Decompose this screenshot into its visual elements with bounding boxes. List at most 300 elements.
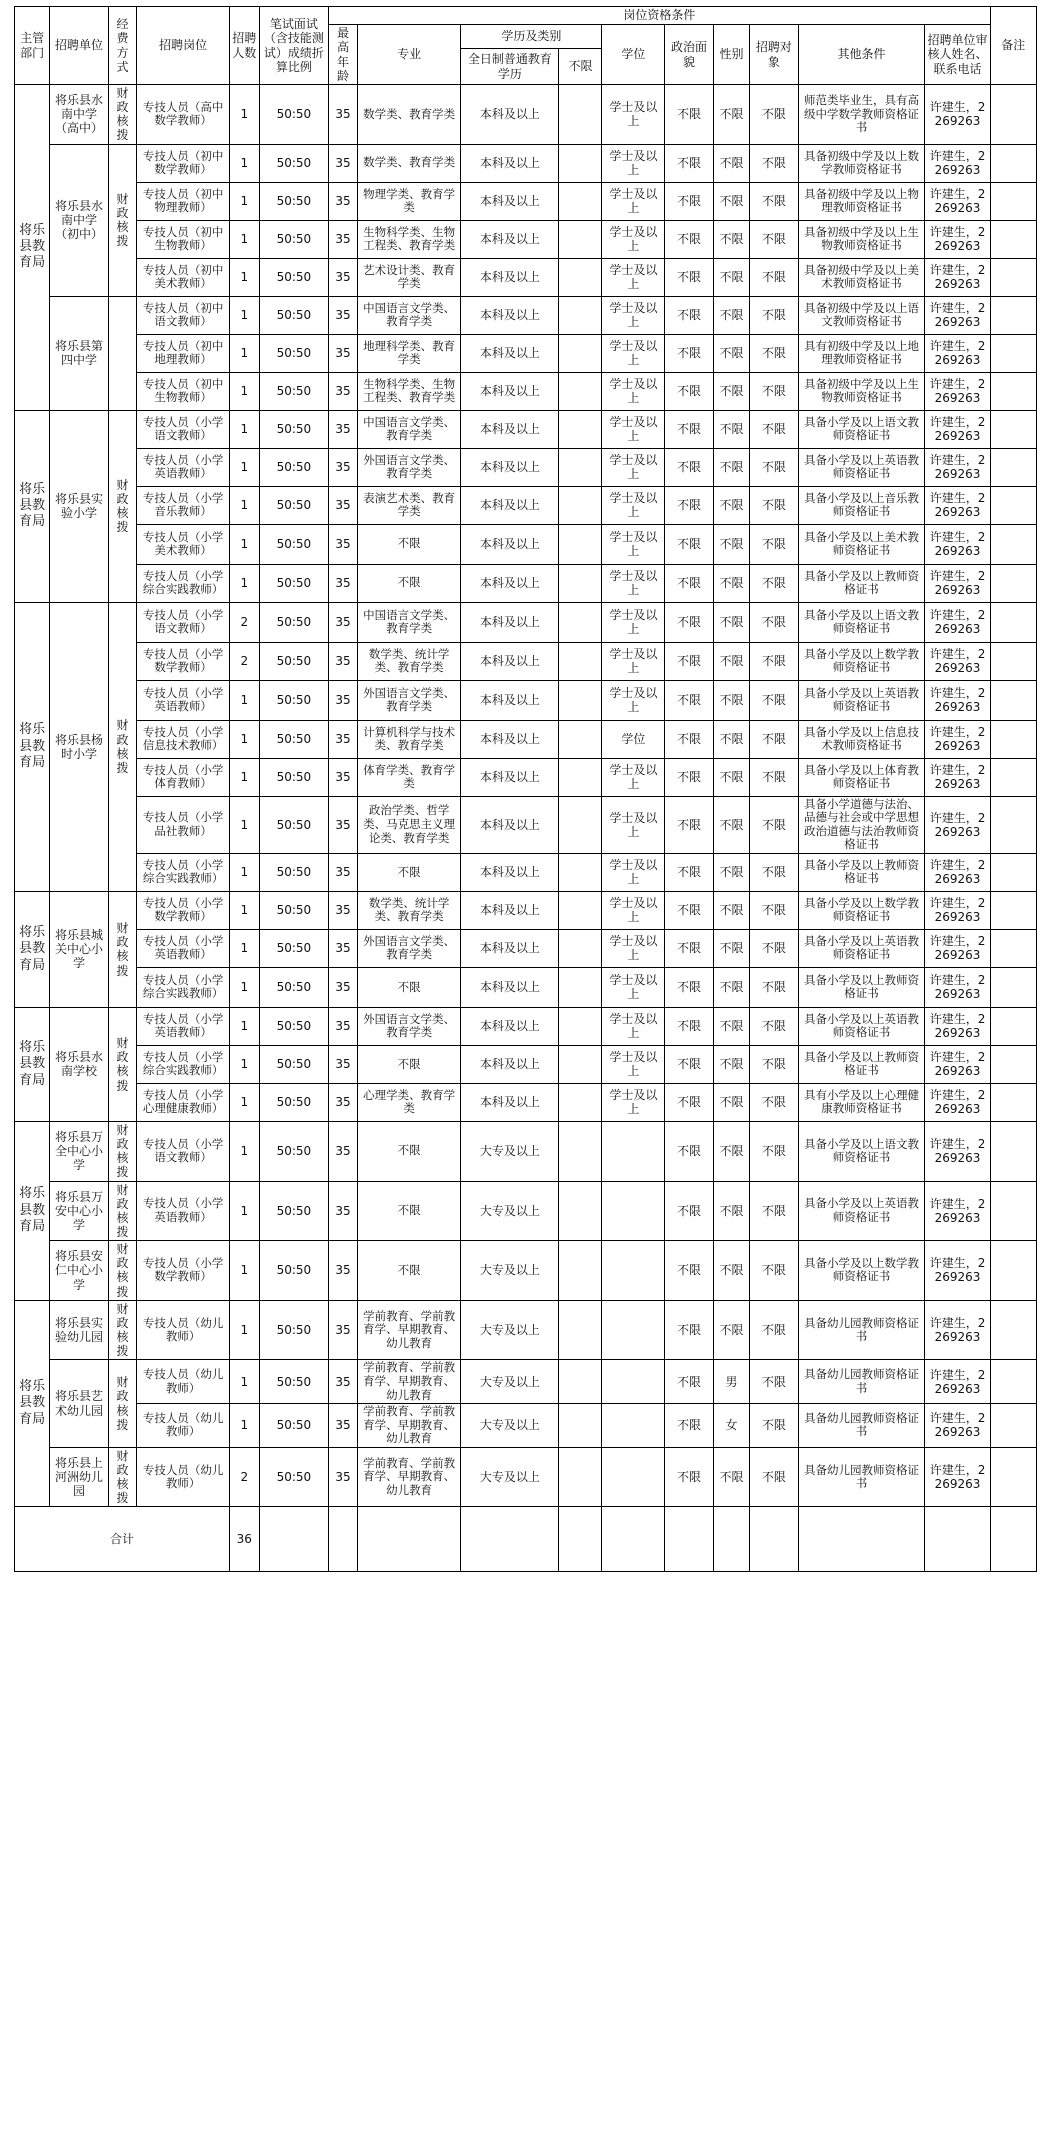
position-cell: 专技人员（小学数学教师） <box>137 1241 230 1301</box>
political-cell: 不限 <box>665 220 714 258</box>
position-cell: 专技人员（小学英语教师） <box>137 680 230 720</box>
position-cell: 专技人员（初中地理教师） <box>137 334 230 372</box>
education-any-cell <box>559 1181 602 1241</box>
gender-cell: 不限 <box>713 334 749 372</box>
degree-cell: 学士及以上 <box>602 448 665 486</box>
political-cell: 不限 <box>665 334 714 372</box>
gender-cell: 不限 <box>713 372 749 410</box>
header-funding: 经费方式 <box>108 7 137 85</box>
degree-cell: 学士及以上 <box>602 796 665 853</box>
education-any-cell <box>559 853 602 891</box>
position-cell: 专技人员（初中数学教师） <box>137 144 230 182</box>
degree-cell: 学位 <box>602 720 665 758</box>
contact-cell: 许建生，2269263 <box>925 1360 990 1404</box>
remark-cell <box>990 796 1036 853</box>
contact-cell: 许建生，2269263 <box>925 602 990 642</box>
other-conditions-cell: 具备幼儿园教师资格证书 <box>798 1300 925 1360</box>
remark-cell <box>990 891 1036 929</box>
remark-cell <box>990 1447 1036 1507</box>
table-row <box>15 796 1037 853</box>
count-cell: 1 <box>229 220 259 258</box>
major-cell: 数学类、教育学类 <box>357 85 461 145</box>
table-row <box>15 1241 1037 1301</box>
ratio-cell: 50:50 <box>259 929 328 967</box>
header-ratio: 笔试面试（含技能测试）成绩折算比例 <box>259 7 328 85</box>
remark-cell <box>990 1360 1036 1404</box>
degree-cell <box>602 1360 665 1404</box>
political-cell: 不限 <box>665 1360 714 1404</box>
education-cell: 本科及以上 <box>461 220 559 258</box>
major-cell: 数学类、统计学类、教育学类 <box>357 891 461 929</box>
ratio-cell: 50:50 <box>259 1447 328 1507</box>
major-cell: 生物科学类、生物工程类、教育学类 <box>357 220 461 258</box>
ratio-cell: 50:50 <box>259 1241 328 1301</box>
gender-cell: 不限 <box>713 296 749 334</box>
table-row <box>15 1045 1037 1083</box>
age-cell: 35 <box>329 1045 358 1083</box>
unit-cell: 将乐县城关中心小学 <box>50 891 108 1007</box>
degree-cell: 学士及以上 <box>602 642 665 680</box>
contact-cell: 许建生，2269263 <box>925 1241 990 1301</box>
political-cell: 不限 <box>665 602 714 642</box>
gender-cell: 不限 <box>713 258 749 296</box>
unit-cell: 将乐县第四中学 <box>50 296 108 410</box>
table-row <box>15 220 1037 258</box>
header-edu-group: 学历及类别 <box>461 25 602 49</box>
gender-cell: 不限 <box>713 220 749 258</box>
degree-cell: 学士及以上 <box>602 1045 665 1083</box>
remark-cell <box>990 1083 1036 1121</box>
table-row <box>15 334 1037 372</box>
education-cell: 本科及以上 <box>461 602 559 642</box>
count-cell: 1 <box>229 296 259 334</box>
age-cell: 35 <box>329 1007 358 1045</box>
political-cell: 不限 <box>665 448 714 486</box>
contact-cell: 许建生，2269263 <box>925 720 990 758</box>
major-cell: 不限 <box>357 1121 461 1181</box>
count-cell: 1 <box>229 680 259 720</box>
major-cell: 数学类、统计学类、教育学类 <box>357 642 461 680</box>
remark-cell <box>990 1404 1036 1448</box>
target-cell: 不限 <box>750 967 799 1007</box>
contact-cell: 许建生，2269263 <box>925 680 990 720</box>
major-cell: 表演艺术类、教育学类 <box>357 486 461 524</box>
political-cell: 不限 <box>665 85 714 145</box>
education-cell: 本科及以上 <box>461 1007 559 1045</box>
major-cell: 不限 <box>357 853 461 891</box>
count-cell: 1 <box>229 1300 259 1360</box>
table-row <box>15 1447 1037 1507</box>
degree-cell: 学士及以上 <box>602 891 665 929</box>
table-row <box>15 410 1037 448</box>
remark-cell <box>990 967 1036 1007</box>
position-cell: 专技人员（幼儿教师） <box>137 1300 230 1360</box>
education-any-cell <box>559 448 602 486</box>
table-row <box>15 448 1037 486</box>
education-cell: 本科及以上 <box>461 334 559 372</box>
political-cell: 不限 <box>665 182 714 220</box>
gender-cell: 不限 <box>713 680 749 720</box>
count-cell: 1 <box>229 891 259 929</box>
age-cell: 35 <box>329 448 358 486</box>
political-cell: 不限 <box>665 372 714 410</box>
header-political: 政治面貌 <box>665 25 714 85</box>
education-any-cell <box>559 1241 602 1301</box>
position-cell: 专技人员（小学英语教师） <box>137 929 230 967</box>
table-body <box>15 85 1037 1572</box>
contact-cell: 许建生，2269263 <box>925 564 990 602</box>
unit-cell: 将乐县实验小学 <box>50 410 108 602</box>
education-any-cell <box>559 1447 602 1507</box>
target-cell: 不限 <box>750 929 799 967</box>
age-cell: 35 <box>329 1083 358 1121</box>
contact-cell: 许建生，2269263 <box>925 220 990 258</box>
target-cell: 不限 <box>750 1300 799 1360</box>
education-any-cell <box>559 602 602 642</box>
major-cell: 中国语言文学类、教育学类 <box>357 296 461 334</box>
major-cell: 学前教育、学前教育学、早期教育、幼儿教育 <box>357 1300 461 1360</box>
remark-cell <box>990 486 1036 524</box>
remark-cell <box>990 410 1036 448</box>
gender-cell: 不限 <box>713 1181 749 1241</box>
table-row <box>15 1360 1037 1404</box>
age-cell: 35 <box>329 929 358 967</box>
table-row <box>15 758 1037 796</box>
remark-cell <box>990 1007 1036 1045</box>
gender-cell: 不限 <box>713 182 749 220</box>
ratio-cell: 50:50 <box>259 85 328 145</box>
target-cell: 不限 <box>750 1181 799 1241</box>
empty-cell <box>259 1507 328 1572</box>
remark-cell <box>990 182 1036 220</box>
degree-cell <box>602 1447 665 1507</box>
major-cell: 地理科学类、教育学类 <box>357 334 461 372</box>
total-row <box>15 1507 1037 1572</box>
gender-cell: 不限 <box>713 758 749 796</box>
remark-cell <box>990 144 1036 182</box>
political-cell: 不限 <box>665 1241 714 1301</box>
age-cell: 35 <box>329 680 358 720</box>
education-any-cell <box>559 296 602 334</box>
other-conditions-cell: 具备小学及以上音乐教师资格证书 <box>798 486 925 524</box>
empty-cell <box>713 1507 749 1572</box>
degree-cell: 学士及以上 <box>602 602 665 642</box>
count-cell: 1 <box>229 144 259 182</box>
header-count: 招聘人数 <box>229 7 259 85</box>
table-row <box>15 524 1037 564</box>
target-cell: 不限 <box>750 1007 799 1045</box>
education-cell: 本科及以上 <box>461 720 559 758</box>
target-cell: 不限 <box>750 1447 799 1507</box>
major-cell: 外国语言文学类、教育学类 <box>357 448 461 486</box>
table-row <box>15 642 1037 680</box>
empty-cell <box>559 1507 602 1572</box>
remark-cell <box>990 334 1036 372</box>
other-conditions-cell: 具备小学及以上数学教师资格证书 <box>798 891 925 929</box>
degree-cell: 学士及以上 <box>602 296 665 334</box>
political-cell: 不限 <box>665 486 714 524</box>
education-any-cell <box>559 334 602 372</box>
position-cell: 专技人员（小学语文教师） <box>137 602 230 642</box>
gender-cell: 不限 <box>713 796 749 853</box>
degree-cell: 学士及以上 <box>602 410 665 448</box>
funding-cell: 财政核拨 <box>108 144 137 296</box>
ratio-cell: 50:50 <box>259 1045 328 1083</box>
education-cell: 本科及以上 <box>461 642 559 680</box>
ratio-cell: 50:50 <box>259 486 328 524</box>
other-conditions-cell: 具有小学及以上心理健康教师资格证书 <box>798 1083 925 1121</box>
count-cell: 1 <box>229 929 259 967</box>
count-cell: 1 <box>229 486 259 524</box>
unit-cell: 将乐县水南中学（高中） <box>50 85 108 145</box>
target-cell: 不限 <box>750 758 799 796</box>
other-conditions-cell: 具备初级中学及以上数学教师资格证书 <box>798 144 925 182</box>
remark-cell <box>990 929 1036 967</box>
count-cell: 1 <box>229 758 259 796</box>
age-cell: 35 <box>329 1360 358 1404</box>
header-target: 招聘对象 <box>750 25 799 85</box>
degree-cell: 学士及以上 <box>602 1083 665 1121</box>
gender-cell: 不限 <box>713 1007 749 1045</box>
ratio-cell: 50:50 <box>259 524 328 564</box>
header-contact: 招聘单位审核人姓名、联系电话 <box>925 25 990 85</box>
funding-cell: 财政核拨 <box>108 1181 137 1241</box>
header-edu-any: 不限 <box>559 49 602 85</box>
age-cell: 35 <box>329 720 358 758</box>
major-cell: 体育学类、教育学类 <box>357 758 461 796</box>
contact-cell: 许建生，2269263 <box>925 448 990 486</box>
target-cell: 不限 <box>750 720 799 758</box>
gender-cell: 女 <box>713 1404 749 1448</box>
education-any-cell <box>559 758 602 796</box>
education-any-cell <box>559 1083 602 1121</box>
table-row <box>15 891 1037 929</box>
position-cell: 专技人员（小学美术教师） <box>137 524 230 564</box>
contact-cell: 许建生，2269263 <box>925 296 990 334</box>
other-conditions-cell: 具备幼儿园教师资格证书 <box>798 1447 925 1507</box>
target-cell: 不限 <box>750 448 799 486</box>
table-row <box>15 85 1037 145</box>
gender-cell: 不限 <box>713 720 749 758</box>
education-any-cell <box>559 372 602 410</box>
other-conditions-cell: 具备小学及以上数学教师资格证书 <box>798 1241 925 1301</box>
gender-cell: 不限 <box>713 1300 749 1360</box>
education-cell: 本科及以上 <box>461 144 559 182</box>
target-cell: 不限 <box>750 258 799 296</box>
position-cell: 专技人员（初中物理教师） <box>137 182 230 220</box>
age-cell: 35 <box>329 564 358 602</box>
ratio-cell: 50:50 <box>259 144 328 182</box>
gender-cell: 不限 <box>713 967 749 1007</box>
major-cell: 不限 <box>357 1181 461 1241</box>
contact-cell: 许建生，2269263 <box>925 372 990 410</box>
major-cell: 物理学类、教育学类 <box>357 182 461 220</box>
table-row <box>15 1300 1037 1360</box>
remark-cell <box>990 853 1036 891</box>
contact-cell: 许建生，2269263 <box>925 334 990 372</box>
empty-cell <box>750 1507 799 1572</box>
other-conditions-cell: 具备小学及以上美术教师资格证书 <box>798 524 925 564</box>
gender-cell: 不限 <box>713 929 749 967</box>
other-conditions-cell: 具备小学及以上体育教师资格证书 <box>798 758 925 796</box>
table-row <box>15 144 1037 182</box>
other-conditions-cell: 具备幼儿园教师资格证书 <box>798 1360 925 1404</box>
header-dept: 主管部门 <box>15 7 50 85</box>
gender-cell: 不限 <box>713 602 749 642</box>
ratio-cell: 50:50 <box>259 1083 328 1121</box>
major-cell: 不限 <box>357 1045 461 1083</box>
gender-cell: 不限 <box>713 1083 749 1121</box>
header-gender: 性别 <box>713 25 749 85</box>
major-cell: 外国语言文学类、教育学类 <box>357 929 461 967</box>
age-cell: 35 <box>329 258 358 296</box>
contact-cell: 许建生，2269263 <box>925 1121 990 1181</box>
header-remark: 备注 <box>990 7 1036 85</box>
education-any-cell <box>559 1360 602 1404</box>
education-cell: 本科及以上 <box>461 929 559 967</box>
target-cell: 不限 <box>750 334 799 372</box>
count-cell: 1 <box>229 372 259 410</box>
target-cell: 不限 <box>750 85 799 145</box>
degree-cell: 学士及以上 <box>602 486 665 524</box>
target-cell: 不限 <box>750 891 799 929</box>
position-cell: 专技人员（小学数学教师） <box>137 642 230 680</box>
contact-cell: 许建生，2269263 <box>925 1404 990 1448</box>
table-row <box>15 564 1037 602</box>
political-cell: 不限 <box>665 720 714 758</box>
other-conditions-cell: 具备初级中学及以上语文教师资格证书 <box>798 296 925 334</box>
political-cell: 不限 <box>665 796 714 853</box>
education-cell: 大专及以上 <box>461 1181 559 1241</box>
major-cell: 数学类、教育学类 <box>357 144 461 182</box>
contact-cell: 许建生，2269263 <box>925 144 990 182</box>
age-cell: 35 <box>329 1447 358 1507</box>
unit-cell: 将乐县杨时小学 <box>50 602 108 891</box>
other-conditions-cell: 具备初级中学及以上物理教师资格证书 <box>798 182 925 220</box>
table-row <box>15 1007 1037 1045</box>
position-cell: 专技人员（小学综合实践教师） <box>137 967 230 1007</box>
political-cell: 不限 <box>665 853 714 891</box>
degree-cell: 学士及以上 <box>602 220 665 258</box>
education-cell: 本科及以上 <box>461 486 559 524</box>
age-cell: 35 <box>329 334 358 372</box>
count-cell: 1 <box>229 182 259 220</box>
remark-cell <box>990 448 1036 486</box>
empty-cell <box>461 1507 559 1572</box>
ratio-cell: 50:50 <box>259 642 328 680</box>
contact-cell: 许建生，2269263 <box>925 1181 990 1241</box>
political-cell: 不限 <box>665 144 714 182</box>
position-cell: 专技人员（初中语文教师） <box>137 296 230 334</box>
degree-cell: 学士及以上 <box>602 853 665 891</box>
target-cell: 不限 <box>750 182 799 220</box>
education-cell: 本科及以上 <box>461 891 559 929</box>
remark-cell <box>990 372 1036 410</box>
ratio-cell: 50:50 <box>259 410 328 448</box>
contact-cell: 许建生，2269263 <box>925 1447 990 1507</box>
political-cell: 不限 <box>665 296 714 334</box>
age-cell: 35 <box>329 1300 358 1360</box>
age-cell: 35 <box>329 853 358 891</box>
education-any-cell <box>559 1121 602 1181</box>
other-conditions-cell: 具备小学及以上英语教师资格证书 <box>798 929 925 967</box>
education-cell: 大专及以上 <box>461 1447 559 1507</box>
age-cell: 35 <box>329 1121 358 1181</box>
education-any-cell <box>559 891 602 929</box>
count-cell: 2 <box>229 642 259 680</box>
degree-cell: 学士及以上 <box>602 1007 665 1045</box>
education-cell: 本科及以上 <box>461 372 559 410</box>
education-cell: 本科及以上 <box>461 182 559 220</box>
header-unit: 招聘单位 <box>50 7 108 85</box>
total-label: 合计 <box>15 1507 230 1572</box>
contact-cell: 许建生，2269263 <box>925 758 990 796</box>
count-cell: 1 <box>229 796 259 853</box>
count-cell: 2 <box>229 602 259 642</box>
target-cell: 不限 <box>750 372 799 410</box>
gender-cell: 不限 <box>713 642 749 680</box>
political-cell: 不限 <box>665 1007 714 1045</box>
political-cell: 不限 <box>665 929 714 967</box>
major-cell: 中国语言文学类、教育学类 <box>357 410 461 448</box>
remark-cell <box>990 1045 1036 1083</box>
education-cell: 大专及以上 <box>461 1241 559 1301</box>
count-cell: 1 <box>229 524 259 564</box>
count-cell: 1 <box>229 1045 259 1083</box>
funding-cell: 财政核拨 <box>108 602 137 891</box>
position-cell: 专技人员（初中生物教师） <box>137 372 230 410</box>
target-cell: 不限 <box>750 486 799 524</box>
ratio-cell: 50:50 <box>259 602 328 642</box>
unit-cell: 将乐县艺术幼儿园 <box>50 1360 108 1447</box>
age-cell: 35 <box>329 296 358 334</box>
ratio-cell: 50:50 <box>259 182 328 220</box>
ratio-cell: 50:50 <box>259 1360 328 1404</box>
position-cell: 专技人员（小学体育教师） <box>137 758 230 796</box>
target-cell: 不限 <box>750 144 799 182</box>
funding-cell: 财政核拨 <box>108 1121 137 1181</box>
target-cell: 不限 <box>750 296 799 334</box>
contact-cell: 许建生，2269263 <box>925 929 990 967</box>
target-cell: 不限 <box>750 602 799 642</box>
education-cell: 本科及以上 <box>461 967 559 1007</box>
empty-cell <box>357 1507 461 1572</box>
gender-cell: 不限 <box>713 1045 749 1083</box>
major-cell: 不限 <box>357 524 461 564</box>
gender-cell: 不限 <box>713 410 749 448</box>
political-cell: 不限 <box>665 410 714 448</box>
contact-cell: 许建生，2269263 <box>925 891 990 929</box>
contact-cell: 许建生，2269263 <box>925 410 990 448</box>
department-cell: 将乐县教育局 <box>15 891 50 1007</box>
ratio-cell: 50:50 <box>259 1404 328 1448</box>
political-cell: 不限 <box>665 1083 714 1121</box>
ratio-cell: 50:50 <box>259 853 328 891</box>
contact-cell: 许建生，2269263 <box>925 1007 990 1045</box>
political-cell: 不限 <box>665 258 714 296</box>
education-any-cell <box>559 410 602 448</box>
funding-cell: 财政核拨 <box>108 410 137 602</box>
education-cell: 大专及以上 <box>461 1360 559 1404</box>
education-cell: 本科及以上 <box>461 258 559 296</box>
major-cell: 外国语言文学类、教育学类 <box>357 680 461 720</box>
ratio-cell: 50:50 <box>259 680 328 720</box>
position-cell: 专技人员（小学英语教师） <box>137 448 230 486</box>
unit-cell: 将乐县万安中心小学 <box>50 1181 108 1241</box>
table-row <box>15 967 1037 1007</box>
count-cell: 1 <box>229 967 259 1007</box>
political-cell: 不限 <box>665 680 714 720</box>
